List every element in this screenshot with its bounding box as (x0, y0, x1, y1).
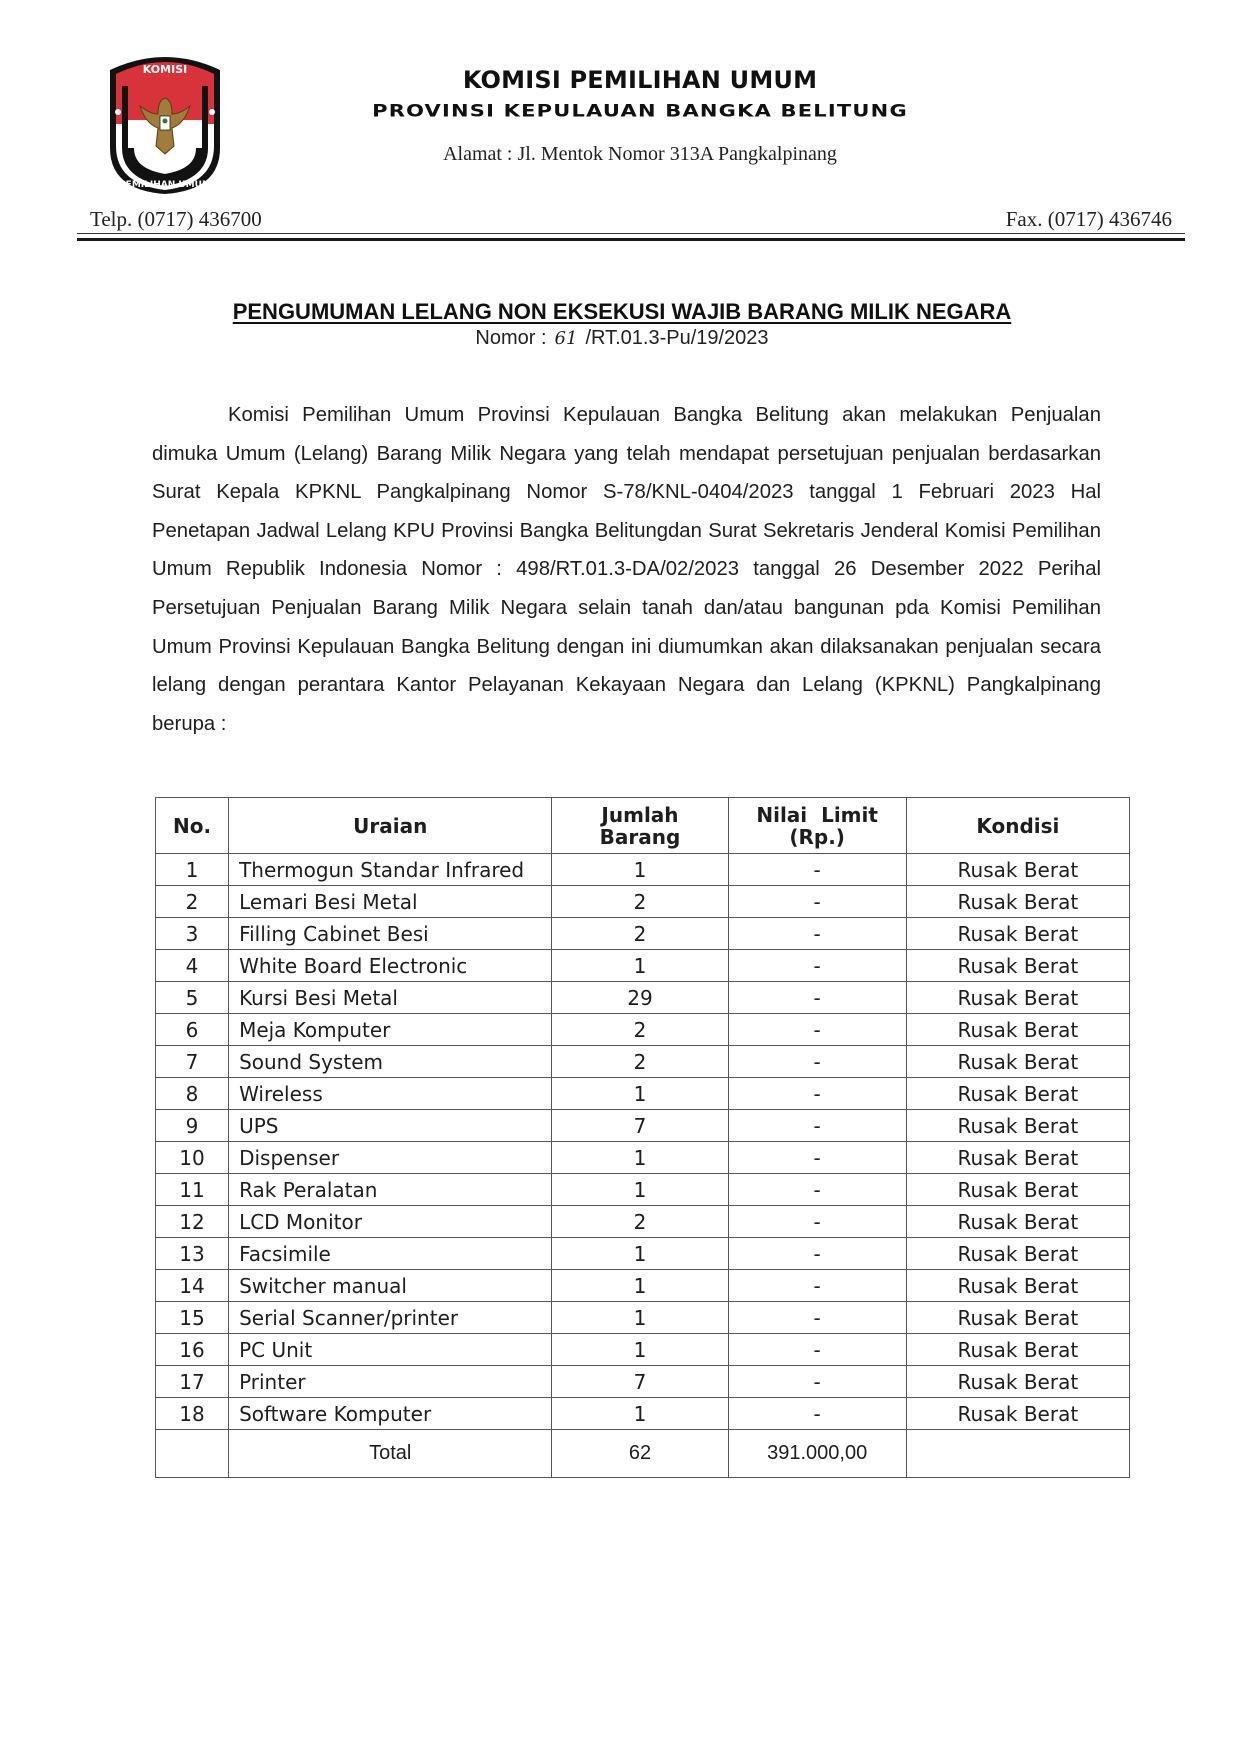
row-uraian: Filling Cabinet Besi (229, 918, 552, 950)
row-kondisi: Rusak Berat (906, 950, 1129, 982)
row-jumlah: 1 (552, 950, 728, 982)
row-kondisi: Rusak Berat (906, 982, 1129, 1014)
row-jumlah: 1 (552, 1302, 728, 1334)
total-limit: 391.000,00 (728, 1430, 906, 1478)
row-no: 9 (156, 1110, 229, 1142)
header-kondisi: Kondisi (906, 798, 1129, 854)
table-row (156, 854, 1130, 886)
row-no: 10 (156, 1142, 229, 1174)
document-number (0, 327, 1244, 350)
table-row (156, 1078, 1130, 1110)
row-limit: - (728, 1398, 906, 1430)
row-jumlah: 1 (552, 1238, 728, 1270)
row-jumlah: 1 (552, 1174, 728, 1206)
total-no-cell (156, 1430, 229, 1478)
header-limit-line1: Nilai Limit (756, 802, 878, 827)
table-header-row (156, 798, 1130, 854)
table-row (156, 1110, 1130, 1142)
kpu-logo-icon (106, 56, 224, 194)
row-uraian: Kursi Besi Metal (229, 982, 552, 1014)
row-limit: - (728, 950, 906, 982)
row-limit: - (728, 1206, 906, 1238)
row-no: 3 (156, 918, 229, 950)
address: Alamat : Jl. Mentok Nomor 313A Pangkalpinang (443, 143, 837, 165)
row-limit: - (728, 1078, 906, 1110)
table-row (156, 1142, 1130, 1174)
table-row (156, 918, 1130, 950)
row-kondisi: Rusak Berat (906, 918, 1129, 950)
row-jumlah: 1 (552, 1142, 728, 1174)
row-jumlah: 1 (552, 854, 728, 886)
row-kondisi: Rusak Berat (906, 1014, 1129, 1046)
total-kondisi (906, 1430, 1129, 1478)
row-uraian: White Board Electronic (229, 950, 552, 982)
row-kondisi: Rusak Berat (906, 1334, 1129, 1366)
row-no: 4 (156, 950, 229, 982)
row-uraian: LCD Monitor (229, 1206, 552, 1238)
row-no: 6 (156, 1014, 229, 1046)
letterhead-divider-thick (77, 238, 1185, 241)
row-kondisi: Rusak Berat (906, 1302, 1129, 1334)
row-jumlah: 2 (552, 918, 728, 950)
table-row (156, 1302, 1130, 1334)
table-row (156, 1398, 1130, 1430)
header-no: No. (156, 798, 229, 854)
row-limit: - (728, 1302, 906, 1334)
row-limit: - (728, 1270, 906, 1302)
svg-text:PEMILIHAN UMUM: PEMILIHAN UMUM (119, 180, 211, 190)
row-no: 13 (156, 1238, 229, 1270)
row-limit: - (728, 1238, 906, 1270)
table-row (156, 1334, 1130, 1366)
row-limit: - (728, 1174, 906, 1206)
letterhead-divider-thin (77, 233, 1185, 234)
total-jumlah: 62 (552, 1430, 728, 1478)
row-kondisi: Rusak Berat (906, 1174, 1129, 1206)
row-uraian: Meja Komputer (229, 1014, 552, 1046)
row-uraian: Facsimile (229, 1238, 552, 1270)
row-kondisi: Rusak Berat (906, 886, 1129, 918)
row-kondisi: Rusak Berat (906, 1366, 1129, 1398)
row-limit: - (728, 1334, 906, 1366)
table-row (156, 1174, 1130, 1206)
table-row (156, 1238, 1130, 1270)
row-jumlah: 2 (552, 1014, 728, 1046)
row-no: 2 (156, 886, 229, 918)
row-jumlah: 2 (552, 1206, 728, 1238)
header-uraian: Uraian (229, 798, 552, 854)
row-limit: - (728, 1014, 906, 1046)
svg-text:KOMISI: KOMISI (142, 63, 188, 76)
table-row (156, 1046, 1130, 1078)
row-kondisi: Rusak Berat (906, 1238, 1129, 1270)
document-title (0, 299, 1244, 325)
total-label: Total (229, 1430, 552, 1478)
row-limit: - (728, 1046, 906, 1078)
header-nilai-limit (728, 798, 906, 854)
header-jumlah-line2: Barang (599, 824, 681, 849)
row-no: 14 (156, 1270, 229, 1302)
row-uraian: Sound System (229, 1046, 552, 1078)
row-jumlah: 1 (552, 1334, 728, 1366)
row-jumlah: 1 (552, 1398, 728, 1430)
row-uraian: Serial Scanner/printer (229, 1302, 552, 1334)
table-row (156, 886, 1130, 918)
row-jumlah: 2 (552, 886, 728, 918)
table-row (156, 950, 1130, 982)
row-jumlah: 29 (552, 982, 728, 1014)
row-limit: - (728, 918, 906, 950)
row-kondisi: Rusak Berat (906, 854, 1129, 886)
row-no: 11 (156, 1174, 229, 1206)
table-row (156, 982, 1130, 1014)
table-row (156, 1270, 1130, 1302)
items-table (155, 797, 1130, 1478)
row-limit: - (728, 854, 906, 886)
row-limit: - (728, 982, 906, 1014)
row-uraian: Lemari Besi Metal (229, 886, 552, 918)
row-kondisi: Rusak Berat (906, 1142, 1129, 1174)
row-uraian: Switcher manual (229, 1270, 552, 1302)
number-suffix: /RT.01.3-Pu/19/2023 (585, 327, 769, 349)
province-name: PROVINSI KEPULAUAN BANGKA BELITUNG (372, 101, 908, 121)
document-title-text: PENGUMUMAN LELANG NON EKSEKUSI WAJIB BARANG MILIK NEGARA (232, 299, 1012, 324)
row-no: 12 (156, 1206, 229, 1238)
fax-number: Fax. (0717) 436746 (1005, 207, 1172, 231)
row-limit: - (728, 1110, 906, 1142)
header-jumlah (552, 798, 728, 854)
row-kondisi: Rusak Berat (906, 1078, 1129, 1110)
row-no: 17 (156, 1366, 229, 1398)
row-uraian: Dispenser (229, 1142, 552, 1174)
row-jumlah: 7 (552, 1110, 728, 1142)
total-row (156, 1430, 1130, 1478)
org-name: KOMISI PEMILIHAN UMUM (462, 66, 818, 94)
table-row (156, 1206, 1130, 1238)
body-paragraph-text: Komisi Pemilihan Umum Provinsi Kepulauan Bangka Belitung akan melakukan Penjualan dimuka Umum (Lelang) Barang Milik Negara yang telah mendapat persetujuan penjualan berdasarkan Surat Kepala KPKNL Pangkalpinang Nomor S-78/KNL-0404/2023 tanggal 1 Februari 2023 Hal Penetapan Jadwal Lelang KPU Provinsi Bangka Belitungdan Surat Sekretaris Jenderal Komisi Pemilihan Umum Republik Indonesia Nomor : 498/RT.01.3-DA/02/2023 tanggal 26 Desember 2022 Perihal Persetujuan Penjualan Barang Milik Negara selain tanah dan/atau bangunan pda Komisi Pemilihan Umum Provinsi Kepulauan Bangka Belitung dengan ini diumumkan akan dilaksanakan penjualan secara lelang dengan perantara Kantor Pelayanan Kekayaan Negara dan Lelang (KPKNL) Pangkalpinang berupa : (152, 404, 1101, 735)
table-row (156, 1366, 1130, 1398)
phone-number: Telp. (0717) 436700 (90, 207, 262, 231)
row-no: 16 (156, 1334, 229, 1366)
row-uraian: Thermogun Standar Infrared (229, 854, 552, 886)
number-prefix: Nomor : (475, 327, 547, 349)
row-no: 15 (156, 1302, 229, 1334)
row-kondisi: Rusak Berat (906, 1270, 1129, 1302)
row-jumlah: 2 (552, 1046, 728, 1078)
row-kondisi: Rusak Berat (906, 1046, 1129, 1078)
row-kondisi: Rusak Berat (906, 1398, 1129, 1430)
header-limit-line2: (Rp.) (789, 824, 845, 849)
row-kondisi: Rusak Berat (906, 1206, 1129, 1238)
row-uraian: Wireless (229, 1078, 552, 1110)
row-limit: - (728, 886, 906, 918)
handwritten-number: 61 (554, 328, 578, 349)
row-limit: - (728, 1142, 906, 1174)
row-jumlah: 1 (552, 1270, 728, 1302)
row-kondisi: Rusak Berat (906, 1110, 1129, 1142)
row-uraian: Software Komputer (229, 1398, 552, 1430)
header-jumlah-line1: Jumlah (601, 802, 679, 827)
row-uraian: Rak Peralatan (229, 1174, 552, 1206)
row-no: 1 (156, 854, 229, 886)
row-limit: - (728, 1366, 906, 1398)
row-no: 7 (156, 1046, 229, 1078)
row-jumlah: 1 (552, 1078, 728, 1110)
row-uraian: UPS (229, 1110, 552, 1142)
body-paragraph (152, 396, 1101, 743)
row-jumlah: 7 (552, 1366, 728, 1398)
row-no: 5 (156, 982, 229, 1014)
row-uraian: Printer (229, 1366, 552, 1398)
row-uraian: PC Unit (229, 1334, 552, 1366)
table-row (156, 1014, 1130, 1046)
row-no: 8 (156, 1078, 229, 1110)
row-no: 18 (156, 1398, 229, 1430)
